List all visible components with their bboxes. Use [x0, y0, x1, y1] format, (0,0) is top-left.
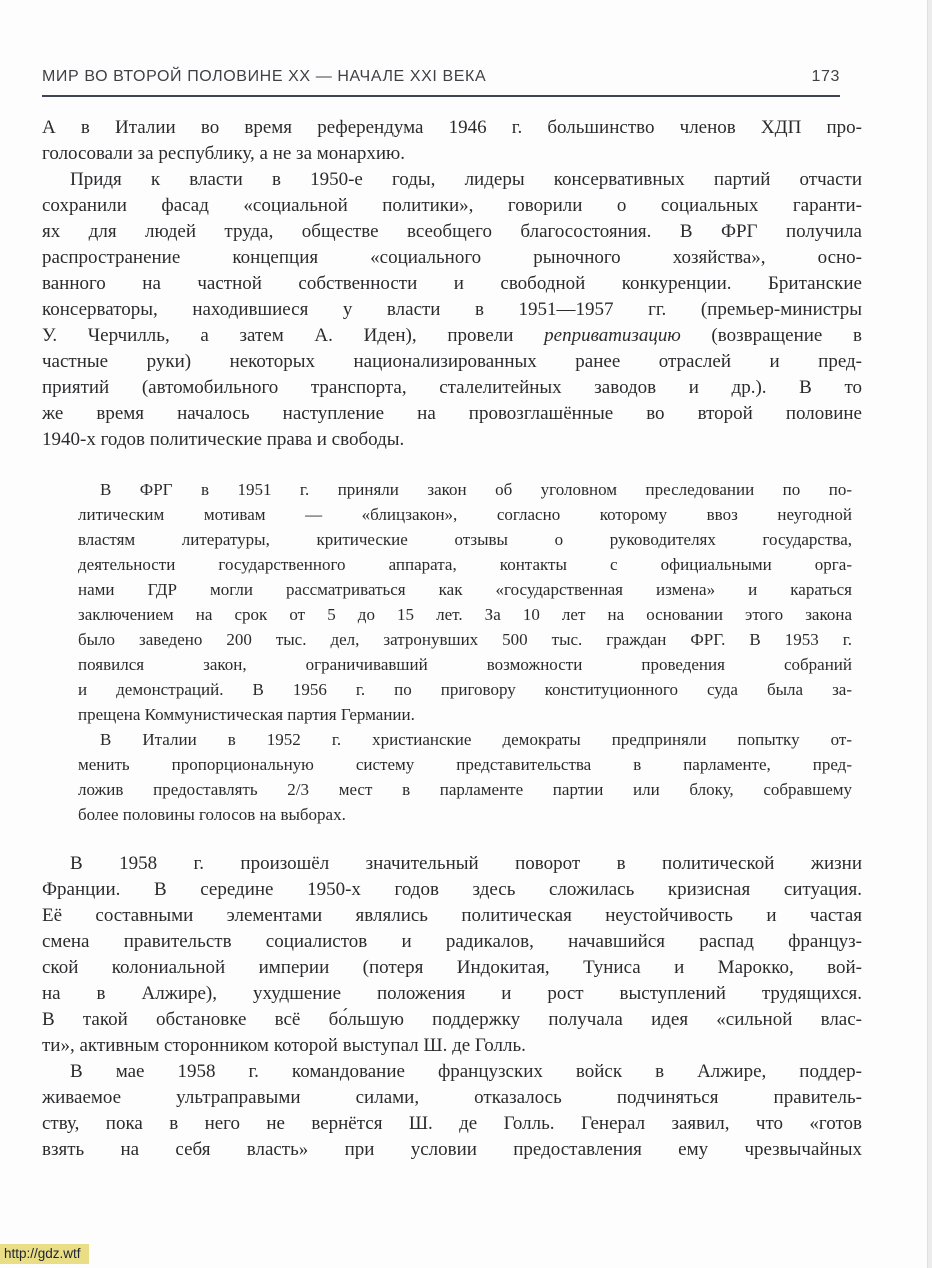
text-line: распространение концепция «социального рыночного хозяйства», осно-	[42, 247, 862, 268]
text-line: ях для людей труда, обществе всеобщего благосостояния. В ФРГ получила	[42, 221, 862, 242]
page-content	[42, 68, 862, 1163]
scan-edge	[927, 0, 932, 1268]
text-line: Её составными элементами являлись политическая неустойчивость и частая	[42, 905, 862, 926]
text-line: более половины голосов на выборах.	[78, 805, 346, 824]
paragraph	[42, 851, 862, 1059]
text-line: частные руки) некоторых национализированных ранее отраслей и пред-	[42, 351, 862, 372]
text-line: менить пропорциональную систему представительства в парламенте, пред-	[78, 755, 852, 774]
text-line: В Италии в 1952 г. христианские демократы предприняли попытку от-	[100, 730, 852, 749]
paragraph	[42, 115, 862, 167]
text-line: В 1958 г. произошёл значительный поворот в политической жизни	[70, 853, 862, 874]
text-line: было заведено 200 тыс. дел, затронувших 500 тыс. граждан ФРГ. В 1953 г.	[78, 630, 852, 649]
paragraph	[78, 477, 852, 727]
paragraph	[78, 727, 852, 827]
text-line: взять на себя власть» при условии предоставления ему чрезвычайных	[42, 1139, 862, 1160]
text-line: нами ГДР могли рассматриваться как «государственная измена» и караться	[78, 580, 852, 599]
running-header	[42, 68, 862, 86]
text-line: ти», активным сторонником которой выступал Ш. де Голль.	[42, 1035, 526, 1056]
text-line: заключением на срок от 5 до 15 лет. За 10 лет на основании этого закона	[78, 605, 852, 624]
text-line: литическим мотивам — «блицзакон», согласно которому ввоз неугодной	[78, 505, 852, 524]
text-line: А в Италии во время референдума 1946 г. большинство членов ХДП про-	[42, 117, 862, 138]
text-line: В мае 1958 г. командование французских войск в Алжире, поддер-	[70, 1061, 862, 1082]
text-line: ству, пока в него не вернётся Ш. де Голль. Генерал заявил, что «готов	[42, 1113, 862, 1134]
text-line: Придя к власти в 1950-е годы, лидеры консервативных партий отчасти	[70, 169, 862, 190]
header-title: МИР ВО ВТОРОЙ ПОЛОВИНЕ XX — НАЧАЛЕ XXI ВЕКА	[42, 68, 487, 85]
text-line: В такой обстановке всё бо́льшую поддержку получала идея «сильной влас-	[42, 1009, 862, 1030]
watermark-link[interactable]: http://gdz.wtf	[0, 1244, 89, 1264]
text-line: У. Черчилль, а затем А. Иден), провели реприватизацию (возвращение в	[42, 325, 862, 346]
paragraph	[42, 1059, 862, 1163]
text-line: Франции. В середине 1950-х годов здесь сложилась кризисная ситуация.	[42, 879, 862, 900]
text-line: приятий (автомобильного транспорта, сталелитейных заводов и др.). В то	[42, 377, 862, 398]
text-line: ложив предоставлять 2/3 мест в парламенте партии или блоку, собравшему	[78, 780, 852, 799]
text-body	[42, 115, 862, 1163]
text-line: властям литературы, критические отзывы о руководителях государства,	[78, 530, 852, 549]
text-line: консерваторы, находившиеся у власти в 1951—1957 гг. (премьер-министры	[42, 299, 862, 320]
text-line: В ФРГ в 1951 г. приняли закон об уголовном преследовании по по-	[100, 480, 852, 499]
page-number: 173	[811, 68, 840, 85]
text-line: прещена Коммунистическая партия Германии.	[78, 705, 415, 724]
text-line: сохранили фасад «социальной политики», говорили о социальных гаранти-	[42, 195, 862, 216]
text-line: же время началось наступление на провозглашённые во второй половине	[42, 403, 862, 424]
header-rule	[42, 95, 840, 97]
text-line: живаемое ультраправыми силами, отказалось подчиняться правитель-	[42, 1087, 862, 1108]
paragraph	[42, 167, 862, 453]
text-line: ванного на частной собственности и свободной конкуренции. Британские	[42, 273, 862, 294]
text-line: и демонстраций. В 1956 г. по приговору конституционного суда была за-	[78, 680, 852, 699]
text-line: появился закон, ограничивавший возможности проведения собраний	[78, 655, 852, 674]
text-line: на в Алжире), ухудшение положения и рост выступлений трудящихся.	[42, 983, 862, 1004]
text-line: деятельности государственного аппарата, контакты с официальными орга-	[78, 555, 852, 574]
text-line: смена правительств социалистов и радикалов, начавшийся распад француз-	[42, 931, 862, 952]
text-line: ской колониальной империи (потеря Индокитая, Туниса и Марокко, вой-	[42, 957, 862, 978]
text-line: 1940-х годов политические права и свободы.	[42, 429, 405, 450]
text-line: голосовали за республику, а не за монархию.	[42, 143, 405, 164]
